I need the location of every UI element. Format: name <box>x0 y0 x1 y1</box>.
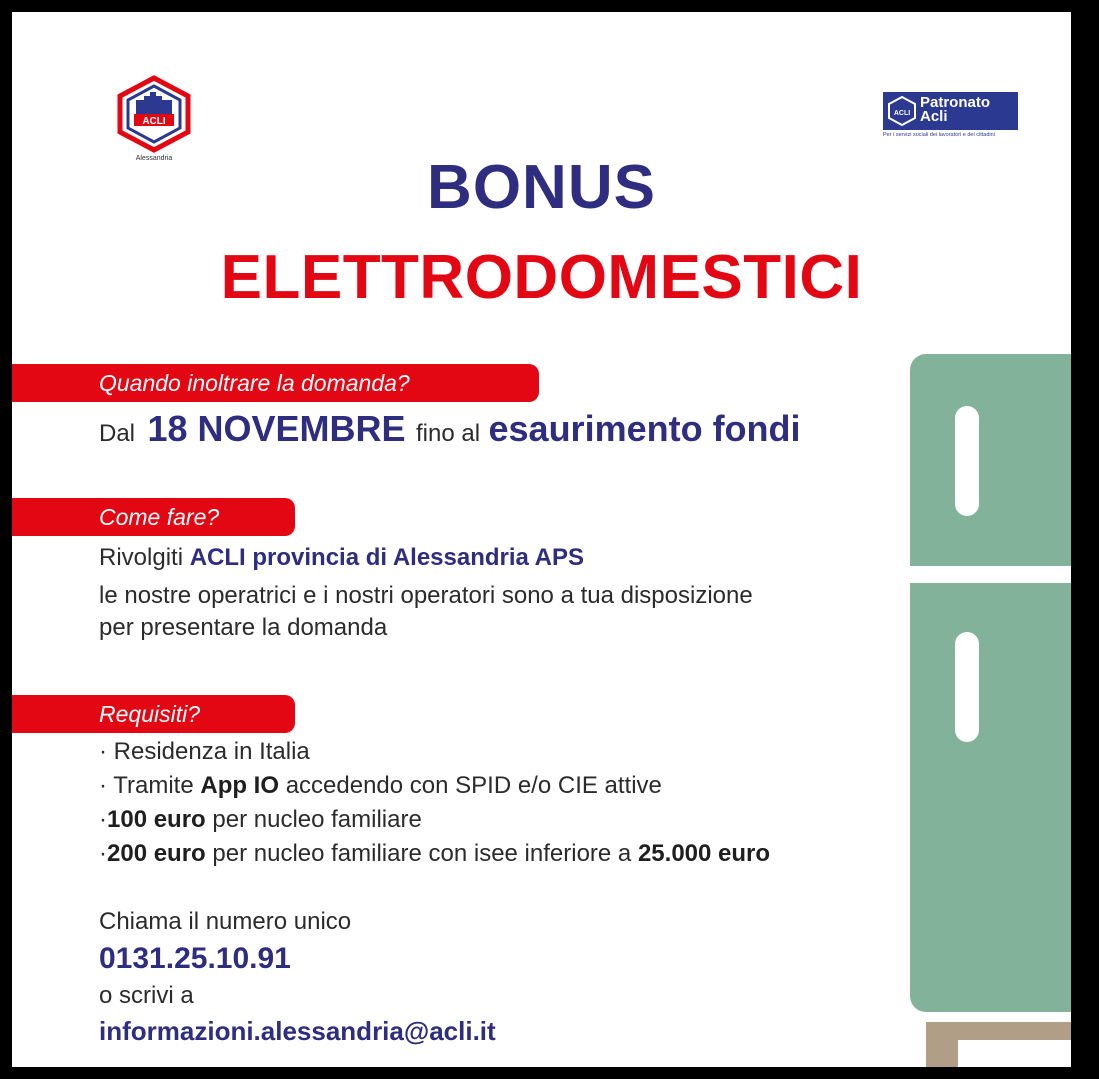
fridge-base-gap <box>958 1040 1071 1067</box>
section-when-heading: Quando inoltrare la domanda? <box>12 364 539 402</box>
title-bonus: BONUS <box>427 153 656 222</box>
fridge-bottom-handle <box>955 632 979 742</box>
patronato-logo <box>883 92 1018 130</box>
contact-call: Chiama il numero unico <box>99 908 352 935</box>
req-200-bullet: · <box>99 840 107 867</box>
how-line1 <box>99 544 584 572</box>
req-app-io-bold: App IO <box>200 772 280 799</box>
req-100-euro <box>99 806 422 834</box>
when-middle: fino al <box>416 420 481 447</box>
fridge-bottom-door-icon <box>910 583 1071 1012</box>
req-100-amount: 100 euro <box>107 806 206 833</box>
poster <box>12 12 1071 1067</box>
when-prefix: Dal <box>99 420 136 447</box>
req-200-amount: 200 euro <box>107 840 206 867</box>
req-200-middle: per nucleo familiare con isee inferiore a <box>212 840 632 867</box>
contact-or: o scrivi a <box>99 982 194 1009</box>
req-app-io <box>99 772 662 800</box>
svg-text:ACLI: ACLI <box>893 110 911 117</box>
acli-logo-city: Alessandria <box>135 155 173 162</box>
how-org: ACLI provincia di Alessandria APS <box>189 544 585 571</box>
fridge-top-door-icon <box>910 354 1071 566</box>
patronato-line2: Acli <box>920 108 948 125</box>
req-app-io-suffix: accedendo con SPID e/o CIE attive <box>285 772 662 799</box>
how-line2: le nostre operatrici e i nostri operatori sono a tua disposizione <box>99 582 753 609</box>
patronato-tagline: Per i servizi sociali dei lavoratori e dei cittadini <box>883 132 995 138</box>
req-app-io-prefix: · Tramite <box>99 772 194 799</box>
req-200-isee: 25.000 euro <box>637 840 771 867</box>
patronato-emblem-icon <box>888 96 916 126</box>
section-when-text <box>99 408 801 450</box>
req-residenza: · Residenza in Italia <box>99 738 310 765</box>
contact-phone[interactable]: 0131.25.10.91 <box>99 942 291 975</box>
how-prefix: Rivolgiti <box>99 544 184 571</box>
contact-email[interactable]: informazioni.alessandria@acli.it <box>99 1016 496 1046</box>
fridge-top-handle <box>955 406 979 516</box>
how-line3: per presentare la domanda <box>99 614 388 641</box>
req-100-suffix: per nucleo familiare <box>212 806 422 833</box>
patronato-line1: Patronato <box>920 94 991 111</box>
req-100-bullet: · <box>99 806 107 833</box>
section-req-heading: Requisiti? <box>12 695 295 733</box>
when-date: 18 NOVEMBRE <box>147 408 406 449</box>
section-how-heading: Come fare? <box>12 498 295 536</box>
svg-text:ACLI: ACLI <box>142 116 166 127</box>
title-elettrodomestici: ELETTRODOMESTICI <box>220 243 863 312</box>
when-until: esaurimento fondi <box>488 408 801 449</box>
req-200-euro <box>99 840 770 868</box>
